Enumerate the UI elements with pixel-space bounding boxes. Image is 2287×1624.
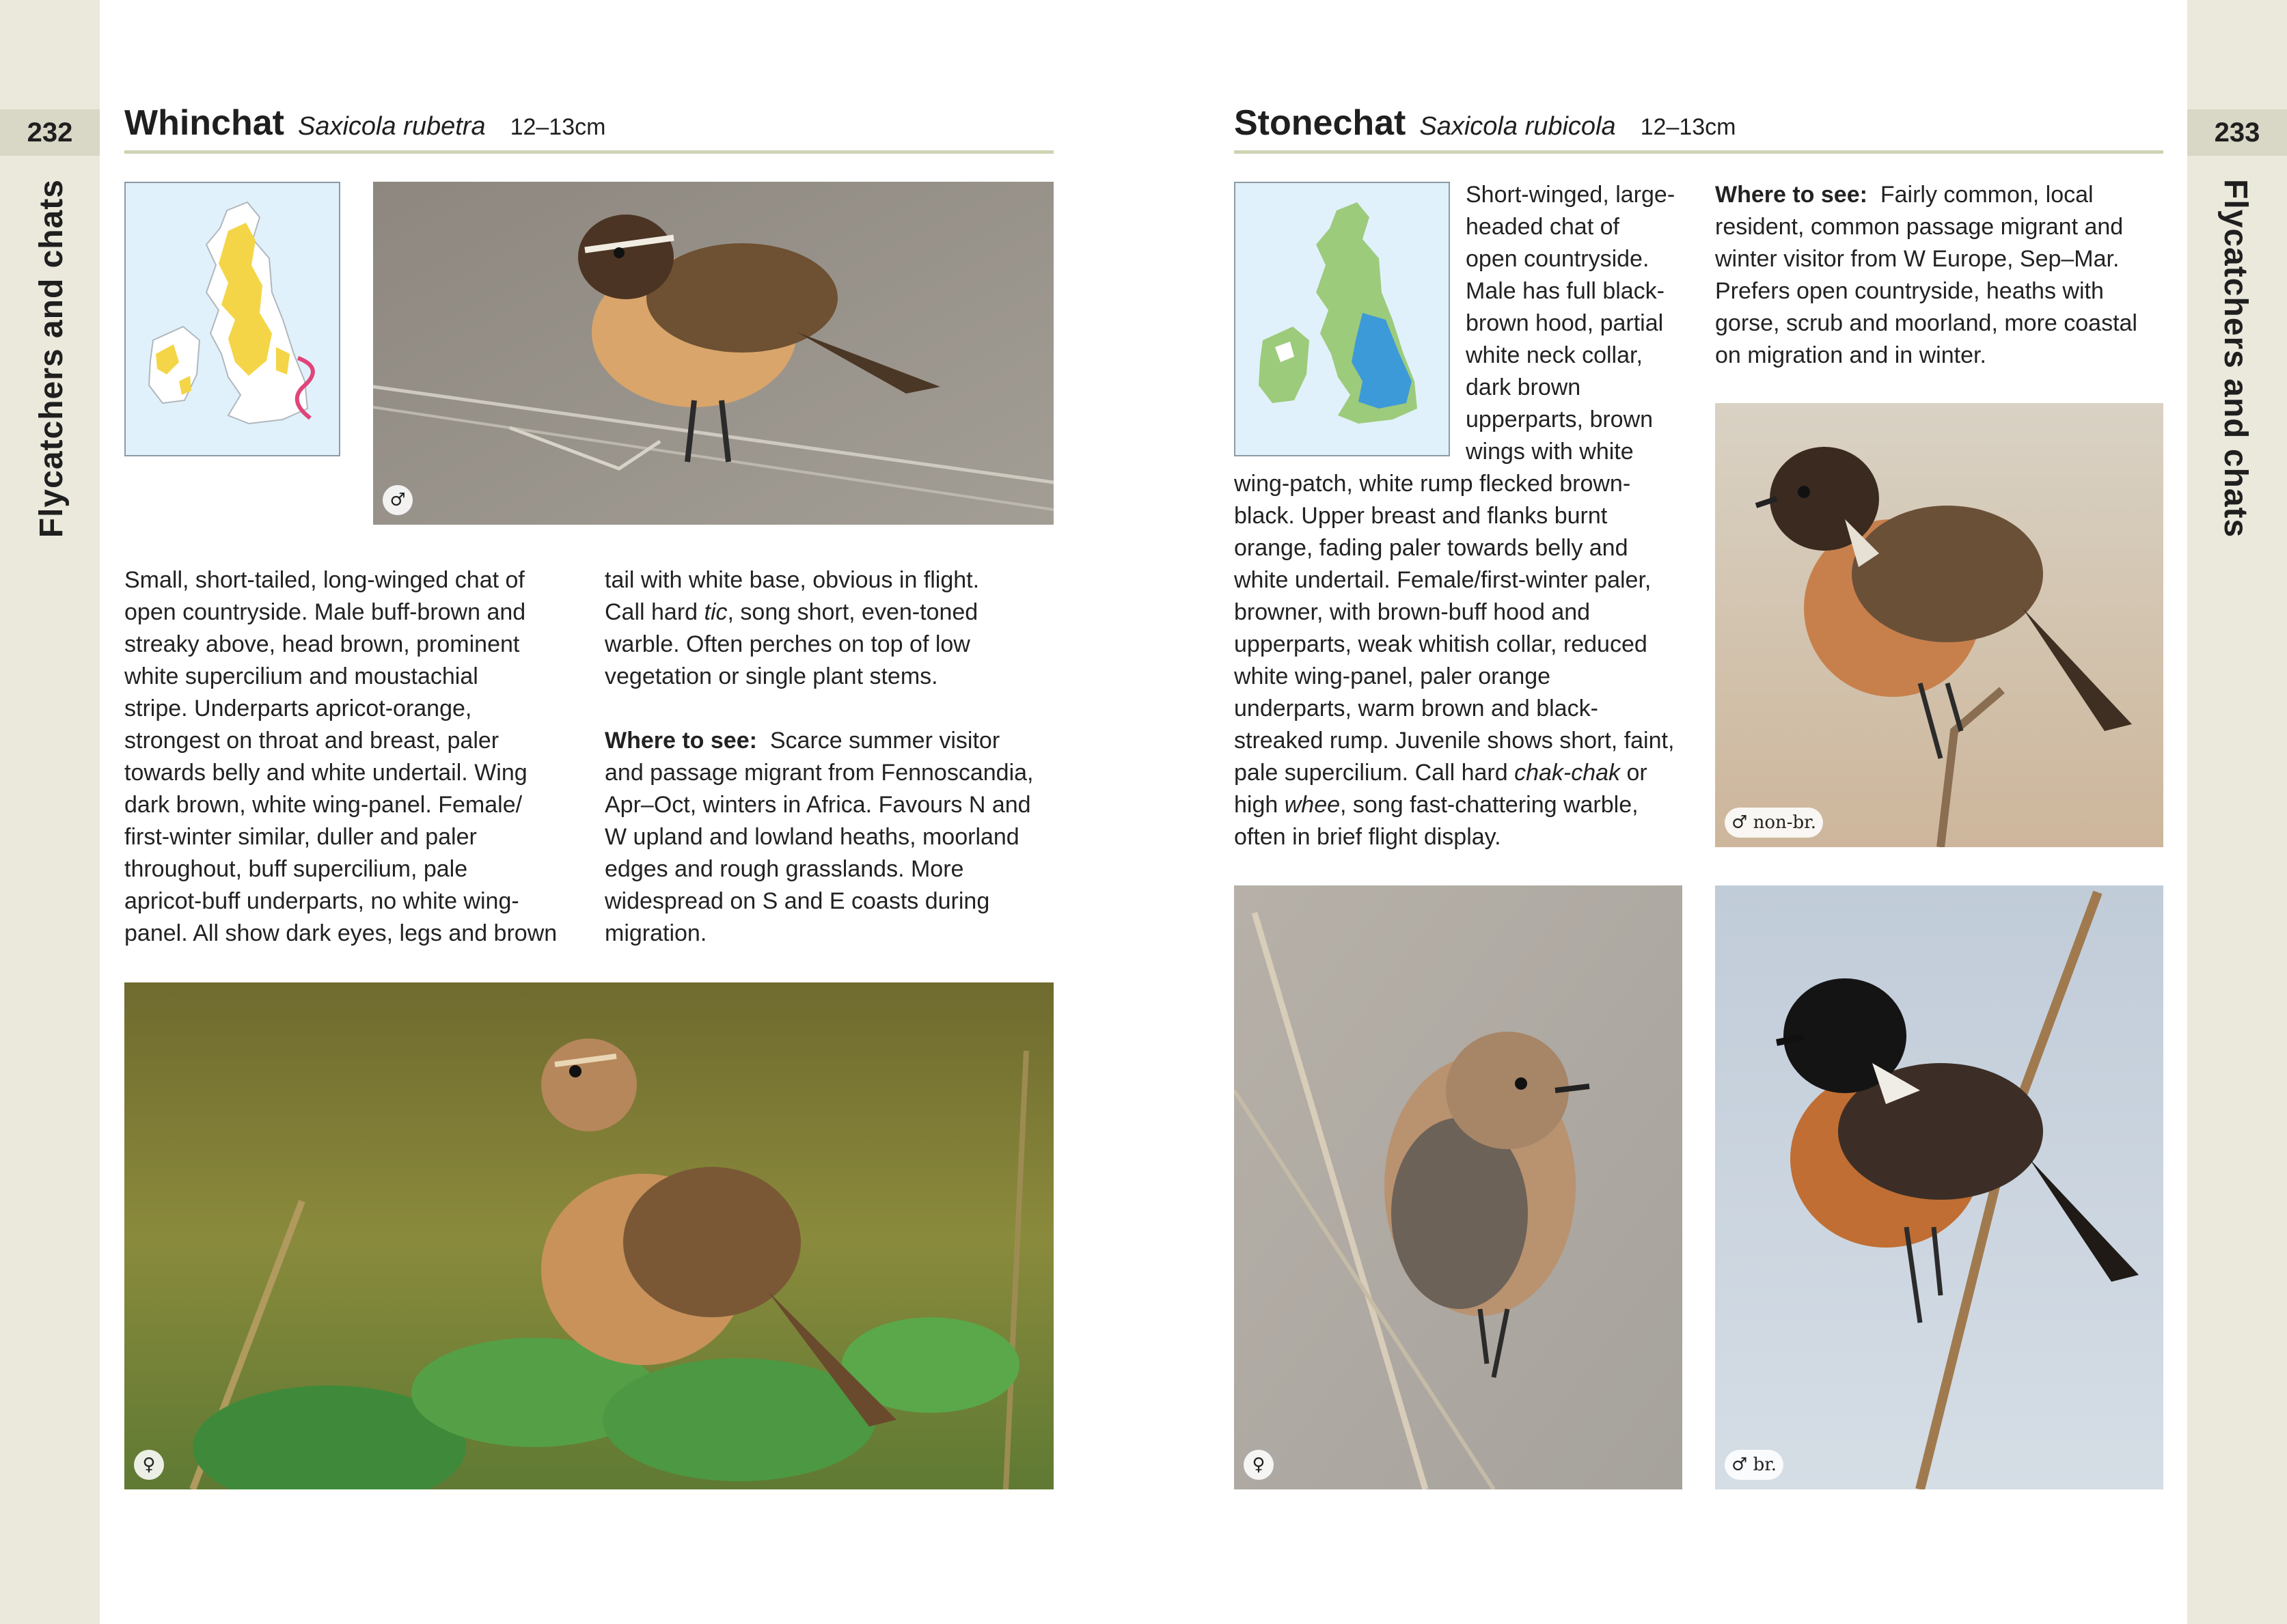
- stonechat-where-line: gorse, scrub and moorland, more coastal: [1715, 310, 2137, 336]
- whinchat-call-line: Call hard tic, song short, even-toned: [605, 599, 978, 625]
- stonechat-desc-line: upperparts, brown: [1466, 407, 1654, 432]
- stonechat-desc-line: dark brown: [1466, 374, 1581, 400]
- stonechat-desc-line: brown hood, partial: [1466, 310, 1664, 336]
- stonechat-desc-line: headed chat of: [1466, 214, 1619, 240]
- whinchat-desc-line: stripe. Underparts apricot-orange,: [124, 696, 472, 721]
- whinchat-male-photo: [373, 182, 1054, 525]
- stonechat-female-tag: ♀: [1244, 1450, 1274, 1480]
- whinchat-male-image: [373, 182, 1054, 525]
- section-label-right: Flycatchers and chats: [2217, 179, 2254, 538]
- whinchat-desc-line: panel. All show dark eyes, legs and brown: [124, 920, 558, 946]
- stonechat-desc-line: white wing-panel, paler orange: [1234, 663, 1551, 689]
- stonechat-size: 12–13cm: [1640, 114, 1736, 140]
- stonechat-desc-line: often in brief flight display.: [1234, 824, 1501, 850]
- whinchat-desc-line: streaky above, head brown, prominent: [124, 631, 520, 657]
- whinchat-latin-name: Saxicola rubetra: [297, 112, 486, 141]
- stonechat-song-line: high whee, song fast-chattering warble,: [1234, 792, 1639, 818]
- whinchat-female-tag: ♀: [134, 1450, 164, 1480]
- whinchat-desc-line: strongest on throat and breast, paler: [124, 728, 499, 754]
- whinchat-desc-line: Small, short-tailed, long-winged chat of: [124, 567, 525, 593]
- stonechat-where-line: resident, common passage migrant and: [1715, 214, 2124, 240]
- whinchat-desc-line: throughout, buff supercilium, pale: [124, 856, 468, 882]
- whinchat-desc-line: dark brown, white wing-panel. Female/: [124, 792, 523, 818]
- right-margin-bar: [2187, 0, 2287, 1624]
- whinchat-female-image: [124, 982, 1054, 1489]
- stonechat-latin-name: Saxicola rubicola: [1419, 112, 1616, 141]
- stonechat-where-line: on migration and in winter.: [1715, 342, 1986, 368]
- stonechat-desc-line: orange, fading paler towards belly and: [1234, 535, 1628, 561]
- stonechat-desc-line: streaked rump. Juvenile shows short, faint,: [1234, 728, 1675, 754]
- stonechat-description: [1234, 468, 1692, 853]
- stonechat-female-photo: [1234, 885, 1682, 1489]
- stonechat-map-graphic: [1235, 183, 1449, 455]
- whinchat-map-graphic: [126, 183, 339, 455]
- stonechat-breeding-tag: ♂ br.: [1725, 1450, 1783, 1480]
- stonechat-where-line: Prefers open countryside, heaths with: [1715, 278, 2104, 304]
- stonechat-intro: [1466, 179, 1691, 468]
- stonechat-breeding-male-photo: [1715, 885, 2163, 1489]
- whinchat-desc-line: open countryside. Male buff-brown and: [124, 599, 526, 625]
- stonechat-desc-line: Short-winged, large-: [1466, 182, 1675, 208]
- stonechat-nonbreeding-image: [1715, 403, 2163, 847]
- stonechat-where-label: Where to see:: [1715, 182, 1867, 208]
- stonechat-desc-line: wing-patch, white rump flecked brown-: [1234, 471, 1631, 497]
- whinchat-where-line: W upland and lowland heaths, moorland: [605, 824, 1019, 850]
- whinchat-desc-line: warble. Often perches on top of low: [605, 631, 970, 657]
- whinchat-where-line: Apr–Oct, winters in Africa. Favours N and: [605, 792, 1031, 818]
- whinchat-header: [124, 102, 1054, 154]
- stonechat-desc-line: browner, with brown-buff hood and: [1234, 599, 1591, 625]
- whinchat-distribution-map: [124, 182, 340, 456]
- stonechat-desc-line: wings with white: [1466, 439, 1634, 465]
- whinchat-male-tag: ♂: [383, 485, 413, 515]
- stonechat-call-line: pale supercilium. Call hard chak-chak or: [1234, 760, 1647, 786]
- whinchat-description-continued: [605, 564, 1056, 950]
- whinchat-desc-line: apricot-buff underparts, no white wing-: [124, 888, 519, 914]
- whinchat-where-line: Where to see: Scarce summer visitor: [605, 728, 1000, 754]
- stonechat-where-to-see: [1715, 179, 2166, 372]
- page-number-left: 232: [0, 109, 100, 156]
- whinchat-female-photo: [124, 982, 1054, 1489]
- whinchat-size: 12–13cm: [510, 114, 606, 140]
- stonechat-female-image: [1234, 885, 1682, 1489]
- whinchat-where-line: widespread on S and E coasts during: [605, 888, 990, 914]
- whinchat-where-line: edges and rough grasslands. More: [605, 856, 964, 882]
- stonechat-desc-line: white neck collar,: [1466, 342, 1643, 368]
- stonechat-desc-line: underparts, warm brown and black-: [1234, 696, 1598, 721]
- stonechat-common-name: Stonechat: [1234, 103, 1406, 143]
- left-margin-bar: [0, 0, 100, 1624]
- whinchat-where-line: and passage migrant from Fennoscandia,: [605, 760, 1034, 786]
- whinchat-description: [124, 564, 575, 950]
- page-number-right: 233: [2187, 109, 2287, 156]
- stonechat-nonbreeding-male-photo: [1715, 403, 2163, 847]
- stonechat-breeding-image: [1715, 885, 2163, 1489]
- whinchat-desc-line: towards belly and white undertail. Wing: [124, 760, 528, 786]
- stonechat-desc-line: open countryside.: [1466, 246, 1649, 272]
- whinchat-desc-line: vegetation or single plant stems.: [605, 663, 938, 689]
- stonechat-distribution-map: [1234, 182, 1450, 456]
- stonechat-header: [1234, 102, 2163, 154]
- whinchat-desc-line: first-winter similar, duller and paler: [124, 824, 477, 850]
- whinchat-where-label: Where to see:: [605, 728, 757, 754]
- stonechat-nonbreeding-tag: ♂ non-br.: [1725, 808, 1823, 838]
- whinchat-common-name: Whinchat: [124, 103, 284, 143]
- section-label-left: Flycatchers and chats: [33, 179, 70, 538]
- stonechat-where-line: winter visitor from W Europe, Sep–Mar.: [1715, 246, 2120, 272]
- stonechat-desc-line: upperparts, weak whitish collar, reduced: [1234, 631, 1647, 657]
- whinchat-desc-line: white supercilium and moustachial: [124, 663, 478, 689]
- stonechat-desc-line: Male has full black-: [1466, 278, 1665, 304]
- whinchat-desc-line: tail with white base, obvious in flight.: [605, 567, 980, 593]
- stonechat-where-line: Where to see: Fairly common, local: [1715, 182, 2094, 208]
- stonechat-desc-line: black. Upper breast and flanks burnt: [1234, 503, 1608, 529]
- stonechat-desc-line: white undertail. Female/first-winter paler,: [1234, 567, 1652, 593]
- whinchat-where-line: migration.: [605, 920, 707, 946]
